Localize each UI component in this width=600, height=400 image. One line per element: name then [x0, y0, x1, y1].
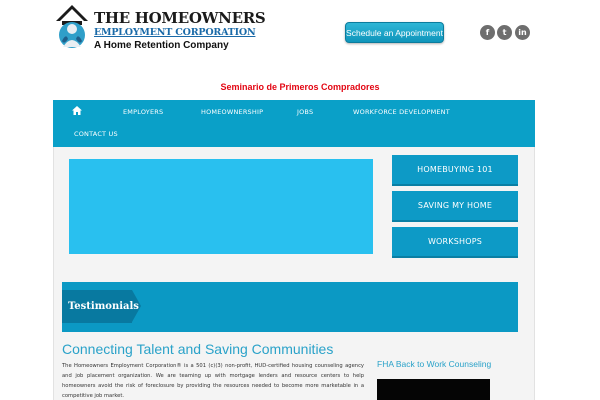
logo-subtitle: EMPLOYMENT CORPORATION: [94, 27, 256, 38]
workshops-button[interactable]: WORKSHOPS: [392, 227, 518, 258]
nav-item-workforce-development[interactable]: WORKFORCE DEVELOPMENT: [353, 108, 450, 116]
main-heading: Connecting Talent and Saving Communities: [62, 341, 334, 357]
facebook-icon[interactable]: f: [480, 25, 495, 40]
main-body-text: The Homeowners Employment Corporation® is a 501 (c)(3) non-profit, HUD-certified housing counseling agency and job placement organization. We are teaming up with mortgage lenders and resource centers to help homeowners avoid the risk of foreclosure by providing the resources needed to become more marketable in a competitive job market.: [62, 363, 364, 399]
fha-heading: FHA Back to Work Counseling: [377, 359, 492, 369]
homebuying-101-button[interactable]: HOMEBUYING 101: [392, 155, 518, 186]
logo-title: THE HOMEOWNERS: [94, 9, 266, 27]
fha-video-player[interactable]: [377, 379, 490, 400]
announcement-link[interactable]: Seminario de Primeros Compradores: [220, 82, 380, 92]
twitter-icon[interactable]: t: [497, 25, 512, 40]
testimonials-label: Testimonials: [68, 301, 139, 312]
site-logo[interactable]: [54, 3, 266, 53]
saving-my-home-button[interactable]: SAVING MY HOME: [392, 191, 518, 222]
linkedin-icon[interactable]: in: [515, 25, 530, 40]
logo-tagline: A Home Retention Company: [94, 40, 229, 51]
nav-item-contact-us[interactable]: CONTACT US: [74, 130, 118, 138]
nav-item-homeownership[interactable]: HOMEOWNERSHIP: [201, 108, 264, 116]
home-icon[interactable]: [72, 106, 82, 115]
nav-item-employers[interactable]: EMPLOYERS: [123, 108, 164, 116]
main-nav: [53, 100, 535, 147]
schedule-appointment-button[interactable]: Schedule an Appointment: [345, 22, 444, 43]
testimonials-banner[interactable]: [62, 282, 518, 332]
nav-item-jobs[interactable]: JOBS: [297, 108, 314, 116]
house-logo-icon: [54, 3, 90, 53]
image-slider[interactable]: [69, 159, 373, 254]
